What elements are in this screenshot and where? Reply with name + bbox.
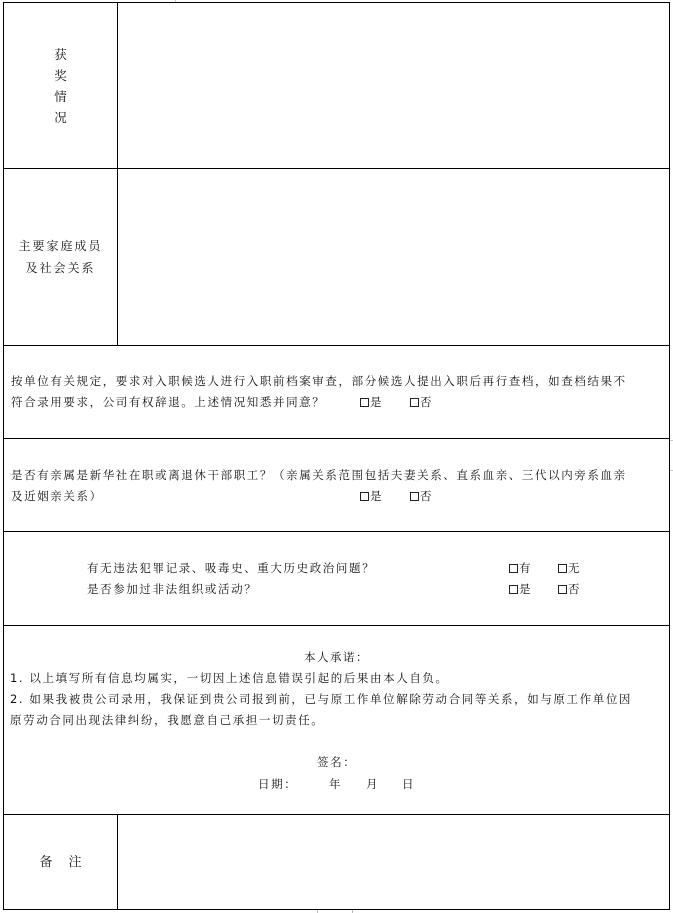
relatives-text — [11, 465, 663, 507]
criminal-record-yes-option[interactable] — [509, 558, 532, 579]
date-month-label: 月 — [366, 777, 380, 791]
relatives-line2: 及近姻亲关系） — [11, 489, 103, 503]
awards-label-char: 奖 — [54, 67, 67, 83]
remarks-input-cell[interactable] — [118, 815, 669, 909]
criminal-record-no-option[interactable] — [558, 558, 581, 579]
background-check-line2: 符合录用要求，公司有权辞退。上述情况知悉并同意？ — [11, 395, 326, 409]
background-check-line1: 按单位有关规定，要求对入职候选人进行入职前档案审查，部分候选人提出入职后再行查档，如查档结果不 — [11, 374, 627, 388]
awards-label — [54, 44, 67, 128]
option-label: 无 — [568, 561, 582, 575]
background-check-yes-option[interactable] — [360, 392, 383, 413]
pledge-title: 本人承诺： — [304, 650, 369, 664]
relatives-row — [4, 439, 669, 532]
background-check-no-option[interactable] — [410, 392, 433, 413]
checkbox-icon[interactable] — [360, 398, 369, 407]
records-row — [4, 532, 669, 626]
criminal-record-question: 有无违法犯罪记录、吸毒史、重大历史政治问题？ — [87, 561, 376, 575]
pledge-item-2-line1: 2. 如果我被贵公司录用，我保证到贵公司报到前，已与原工作单位解除劳动合同等关系，如与原工作单位因 — [10, 692, 633, 706]
illegal-organization-yes-option[interactable] — [509, 579, 532, 600]
option-label: 是 — [519, 582, 533, 596]
application-form-table — [3, 2, 670, 910]
signature-label: 签名： — [317, 755, 357, 769]
awards-label-cell — [4, 3, 118, 168]
pledge-item-2-line2: 原劳动合同出现法律纠纷，我愿意自己承担一切责任。 — [10, 713, 325, 727]
family-input-cell[interactable] — [118, 169, 669, 345]
awards-label-char: 况 — [54, 109, 67, 125]
awards-label-char: 获 — [54, 46, 67, 62]
relatives-no-option[interactable] — [410, 486, 433, 507]
checkbox-icon[interactable] — [410, 398, 419, 407]
background-check-line2-wrap — [11, 392, 663, 413]
awards-input-cell[interactable] — [118, 3, 669, 168]
illegal-organization-question: 是否参加过非法组织或活动？ — [87, 582, 258, 596]
pledge-item-1: 1. 以上填写所有信息均属实，一切因上述信息错误引起的后果由本人自负。 — [10, 671, 449, 685]
option-label: 是 — [370, 395, 384, 409]
relatives-line1: 是否有亲属是新华社在职或离退休干部职工？（亲属关系范围包括夫妻关系、直系血亲、三代以内旁系血亲 — [11, 468, 627, 482]
remarks-row — [4, 815, 669, 909]
family-label-line2: 及社会关系 — [25, 261, 96, 275]
date-label: 日期： — [258, 777, 298, 791]
family-label — [18, 235, 102, 279]
awards-row — [4, 3, 669, 169]
checkbox-icon[interactable] — [558, 564, 567, 573]
checkbox-icon[interactable] — [509, 585, 518, 594]
option-label: 否 — [568, 582, 582, 596]
date-year-label: 年 — [329, 777, 343, 791]
checkbox-icon[interactable] — [509, 564, 518, 573]
option-label: 否 — [420, 395, 434, 409]
family-label-cell — [4, 169, 118, 345]
option-label: 否 — [420, 489, 434, 503]
relatives-yes-option[interactable] — [360, 486, 383, 507]
pledge-row — [4, 626, 669, 815]
remarks-label-cell — [4, 815, 118, 909]
checkbox-icon[interactable] — [558, 585, 567, 594]
background-check-row — [4, 346, 669, 439]
family-label-line1: 主要家庭成员 — [18, 239, 103, 253]
awards-label-char: 情 — [54, 88, 67, 104]
checkbox-icon[interactable] — [410, 492, 419, 501]
pledge-items — [10, 668, 663, 731]
remarks-label: 备注 — [39, 854, 98, 870]
checkbox-icon[interactable] — [360, 492, 369, 501]
option-label: 是 — [370, 489, 384, 503]
background-check-text — [11, 371, 663, 413]
option-label: 有 — [519, 561, 533, 575]
date-day-label: 日 — [402, 777, 416, 791]
family-row — [4, 169, 669, 346]
illegal-organization-no-option[interactable] — [558, 579, 581, 600]
